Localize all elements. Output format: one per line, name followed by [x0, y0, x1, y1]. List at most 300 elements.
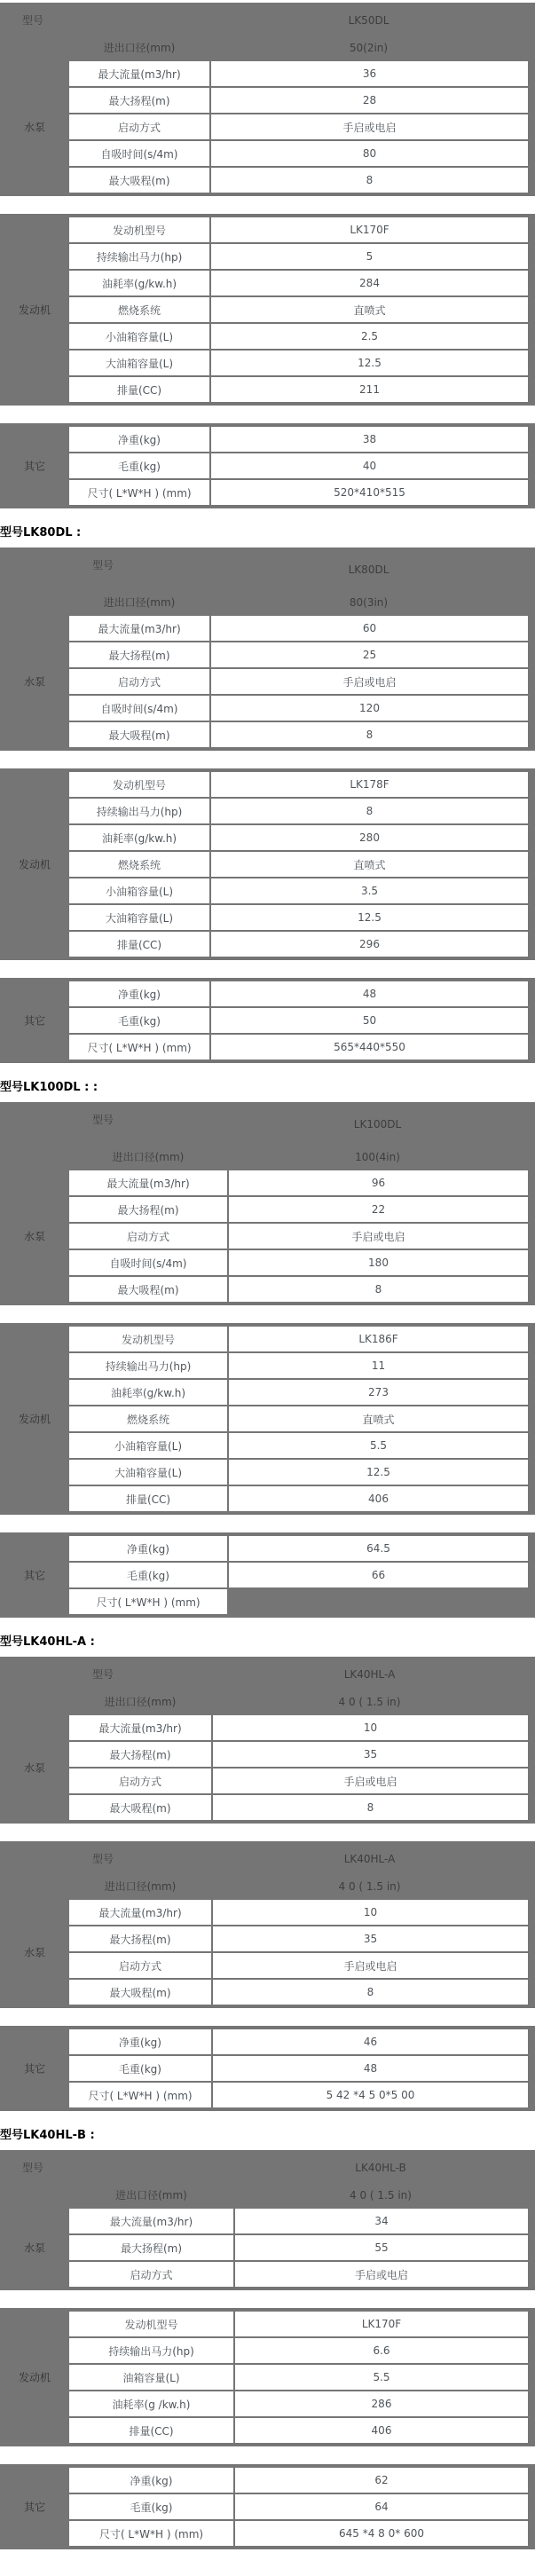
table-row: [0, 2209, 528, 2233]
table-body: [0, 2209, 528, 2287]
spec-value: 5.5: [229, 1433, 528, 1458]
table-row-port: [0, 1688, 528, 1715]
spec-value: 48: [213, 2056, 528, 2081]
table-row: [0, 141, 528, 166]
spec-value: 180: [229, 1250, 528, 1275]
table-row: [0, 2083, 528, 2107]
spec-value: LK186F: [229, 1327, 528, 1351]
spec-value: LK170F: [235, 2312, 528, 2336]
table-row: [0, 799, 528, 823]
table-row-port: [0, 1143, 528, 1170]
table-row-port: [0, 2181, 528, 2209]
spec-value: 35: [213, 1926, 528, 1951]
spec-label: 最大流量(m3/hr): [69, 616, 209, 641]
spec-label: 毛重(kg): [69, 453, 209, 478]
table-row-model: [0, 551, 528, 588]
spec-value: 46: [213, 2029, 528, 2054]
spec-value: 4 0 ( 1.5 in): [350, 2188, 412, 2202]
table-row: [0, 878, 528, 903]
spec-label: 进出口径(mm): [115, 2189, 187, 2202]
table-row: [0, 427, 528, 452]
spec-value: 66: [229, 1563, 528, 1587]
spec-label: 型号: [92, 1668, 114, 1681]
group-column-spacer: [0, 1795, 69, 1820]
spec-label: 最大吸程(m): [69, 168, 209, 193]
spec-label: 排量(CC): [69, 377, 209, 402]
table-body: [0, 61, 528, 193]
table-row: [0, 616, 528, 641]
spec-value: 50: [211, 1008, 528, 1033]
table-group-label: 其它: [23, 2501, 45, 2514]
model-heading: 型号LK80DL :: [0, 526, 82, 540]
group-column-spacer: [0, 1715, 69, 1740]
table-row: [0, 852, 528, 877]
spec-value: 8: [211, 799, 528, 823]
spec-label: 启动方式: [69, 1769, 211, 1793]
group-column-spacer: [0, 2468, 69, 2493]
table-row: [0, 1433, 528, 1458]
spec-table-other: [0, 423, 535, 508]
spec-label: 最大流量(m3/hr): [69, 1900, 211, 1925]
spec-label: 自吸时间(s/4m): [69, 141, 209, 166]
spec-value: 10: [213, 1715, 528, 1740]
table-row: [0, 1277, 528, 1302]
spec-label: 小油箱容量(L): [69, 1433, 227, 1458]
spec-value: 5: [211, 244, 528, 269]
table-row: [0, 2365, 528, 2390]
spec-value: 64.5: [229, 1536, 528, 1561]
spec-value: 5.5: [235, 2365, 528, 2390]
spec-label: 大油箱容量(L): [69, 351, 209, 375]
group-column-spacer: [0, 2418, 69, 2443]
group-column-spacer: [0, 168, 69, 193]
spec-label: 持续输出马力(hp): [69, 244, 209, 269]
table-body: [0, 2468, 528, 2546]
model-section-lk80dl: [0, 526, 535, 1063]
spec-table-other: [0, 2464, 535, 2549]
group-column-spacer: [0, 696, 69, 721]
spec-label: 型号: [22, 14, 44, 27]
spec-value: 50(2in): [349, 41, 389, 54]
group-column-spacer: [0, 1277, 69, 1302]
table-row: [0, 1460, 528, 1485]
spec-value: 5 42 *4 5 0*5 00: [213, 2083, 528, 2107]
group-column-spacer: [0, 1980, 69, 2005]
table-group-label: 其它: [23, 1569, 45, 1582]
spec-value: LK80DL: [348, 563, 389, 576]
spec-label: 排量(CC): [69, 2418, 233, 2443]
spec-label: 持续输出马力(hp): [69, 799, 209, 823]
group-column-spacer: [0, 427, 69, 452]
table-body: [0, 1536, 528, 1614]
table-row: [0, 1486, 528, 1511]
table-group-label: 水泵: [23, 1946, 45, 1959]
spec-value: 6.6: [235, 2338, 528, 2363]
spec-label: 净重(kg): [69, 2468, 233, 2493]
spec-label: 毛重(kg): [69, 1563, 227, 1587]
spec-label: 排量(CC): [69, 932, 209, 957]
table-row: [0, 825, 528, 850]
table-row: [0, 324, 528, 349]
group-column-spacer: [0, 1486, 69, 1511]
spec-value: LK40HL-B: [355, 2161, 406, 2174]
table-row: [0, 114, 528, 139]
table-row: [0, 2494, 528, 2519]
spec-value: 406: [235, 2418, 528, 2443]
spec-label: 启动方式: [69, 1953, 211, 1978]
spec-label: 尺寸( L*W*H ) (mm): [69, 1035, 209, 1060]
spec-label: 净重(kg): [69, 427, 209, 452]
model-section-lk40hl-b: [0, 2129, 535, 2549]
spec-label: 最大扬程(m): [69, 1197, 227, 1222]
spec-label: 大油箱容量(L): [69, 1460, 227, 1485]
spec-label: 进出口径(mm): [104, 1696, 177, 1708]
table-row: [0, 480, 528, 505]
spec-label: 最大吸程(m): [69, 1277, 227, 1302]
spec-label: 启动方式: [69, 2262, 233, 2287]
group-column-spacer: [0, 88, 69, 113]
table-group-label: 发动机: [18, 2371, 51, 2384]
spec-label: 发动机型号: [69, 217, 209, 242]
spec-value: 8: [213, 1980, 528, 2005]
table-row: [0, 88, 528, 113]
spec-value: 直喷式: [211, 852, 528, 877]
model-section-lk100dl: [0, 1081, 535, 1618]
table-body: [0, 981, 528, 1060]
spec-value: LK50DL: [348, 13, 389, 27]
spec-table-other: [0, 1532, 535, 1618]
table-row: [0, 642, 528, 667]
spec-table-pump: [0, 1102, 535, 1305]
spec-value: 34: [235, 2209, 528, 2233]
spec-sheet: [0, 3, 535, 2549]
table-row: [0, 1197, 528, 1222]
group-column-spacer: [0, 1170, 69, 1195]
table-group-label: 水泵: [23, 2241, 45, 2255]
group-column-spacer: [0, 61, 69, 86]
table-group-label: 水泵: [23, 1230, 45, 1243]
spec-value: 60: [211, 616, 528, 641]
model-section-lk40hl-a: [0, 1635, 535, 2111]
spec-value: 手启或电启: [229, 1224, 528, 1249]
table-group-label: 其它: [23, 460, 45, 473]
table-row: [0, 1769, 528, 1793]
spec-value: 直喷式: [211, 297, 528, 322]
table-row: [0, 271, 528, 295]
spec-value: 12.5: [229, 1460, 528, 1485]
table-row-model: [0, 2154, 528, 2181]
table-row: [0, 1224, 528, 1249]
group-column-spacer: [0, 616, 69, 641]
spec-table-engine: [0, 2308, 535, 2446]
spec-table-pump: [0, 1657, 535, 1824]
spec-label: 最大扬程(m): [69, 1926, 211, 1951]
spec-label: 自吸时间(s/4m): [69, 1250, 227, 1275]
spec-value: 280: [211, 825, 528, 850]
table-group-label: 水泵: [23, 121, 45, 134]
spec-label: 最大扬程(m): [69, 88, 209, 113]
spec-table-pump-2: [0, 1841, 535, 2008]
spec-value: 25: [211, 642, 528, 667]
group-column-spacer: [0, 1035, 69, 1060]
spec-value: 120: [211, 696, 528, 721]
spec-table-other: [0, 978, 535, 1063]
group-column-spacer: [0, 480, 69, 505]
spec-table-pump: [0, 2150, 535, 2290]
spec-label: 最大流量(m3/hr): [69, 2209, 233, 2233]
spec-value: 10: [213, 1900, 528, 1925]
group-column-spacer: [0, 772, 69, 797]
spec-label: 毛重(kg): [69, 1008, 209, 1033]
table-row: [0, 1380, 528, 1405]
spec-value: 62: [235, 2468, 528, 2493]
table-row: [0, 453, 528, 478]
table-row-model: [0, 1660, 528, 1688]
spec-label: 毛重(kg): [69, 2494, 233, 2519]
model-heading: 型号LK40HL-B :: [0, 2129, 95, 2142]
table-row: [0, 61, 528, 86]
spec-value: 55: [235, 2235, 528, 2260]
spec-label: 型号: [92, 559, 114, 571]
table-row: [0, 669, 528, 694]
spec-label: 油耗率(g/kw.h): [69, 825, 209, 850]
spec-value: 2.5: [211, 324, 528, 349]
spec-table-engine: [0, 214, 535, 406]
spec-value: 手启或电启: [235, 2262, 528, 2287]
spec-value: 35: [213, 1742, 528, 1767]
table-row: [0, 2262, 528, 2287]
table-row: [0, 772, 528, 797]
spec-value: LK170F: [211, 217, 528, 242]
table-row: [0, 1742, 528, 1767]
group-column-spacer: [0, 1433, 69, 1458]
table-row: [0, 2338, 528, 2363]
table-body: [0, 427, 528, 505]
table-row: [0, 1327, 528, 1351]
spec-label: 最大吸程(m): [69, 1980, 211, 2005]
group-column-spacer: [0, 799, 69, 823]
table-row: [0, 1953, 528, 1978]
spec-label: 毛重(kg): [69, 2056, 211, 2081]
spec-value: 284: [211, 271, 528, 295]
table-group-label: 其它: [23, 2062, 45, 2076]
spec-label: 最大流量(m3/hr): [69, 1170, 227, 1195]
table-row: [0, 1406, 528, 1431]
table-row: [0, 1980, 528, 2005]
table-row: [0, 2418, 528, 2443]
table-row: [0, 1035, 528, 1060]
table-body: [0, 616, 528, 747]
spec-value: 80: [211, 141, 528, 166]
table-row: [0, 1926, 528, 1951]
group-column-spacer: [0, 1900, 69, 1925]
spec-value: 8: [213, 1795, 528, 1820]
group-column-spacer: [0, 1250, 69, 1275]
spec-label: 小油箱容量(L): [69, 878, 209, 903]
spec-label: 燃烧系统: [69, 297, 209, 322]
group-column-spacer: [0, 642, 69, 667]
spec-value: 手启或电启: [211, 114, 528, 139]
table-row: [0, 1900, 528, 1925]
table-body: [0, 1327, 528, 1511]
spec-value: 12.5: [211, 905, 528, 930]
table-row: [0, 2235, 528, 2260]
spec-value: 12.5: [211, 351, 528, 375]
spec-label: 最大流量(m3/hr): [69, 1715, 211, 1740]
spec-label: 最大吸程(m): [69, 1795, 211, 1820]
group-column-spacer: [0, 1536, 69, 1561]
spec-value: 406: [229, 1486, 528, 1511]
table-body: [0, 1170, 528, 1302]
table-row: [0, 1008, 528, 1033]
spec-label: 最大扬程(m): [69, 1742, 211, 1767]
group-column-spacer: [0, 1353, 69, 1378]
spec-label: 进出口径(mm): [104, 1880, 177, 1893]
spec-label: 尺寸( L*W*H ) (mm): [69, 1589, 227, 1614]
group-column-spacer: [0, 1589, 69, 1614]
spec-label: 油箱容量(L): [69, 2365, 233, 2390]
table-body: [0, 1900, 528, 2005]
spec-label: 大油箱容量(L): [69, 905, 209, 930]
table-row: [0, 1536, 528, 1561]
table-body: [0, 1715, 528, 1820]
table-row: [0, 2391, 528, 2416]
table-row: [0, 351, 528, 375]
group-column-spacer: [0, 878, 69, 903]
table-group-label: 其它: [23, 1014, 45, 1028]
table-row-model: [0, 6, 528, 34]
group-column-spacer: [0, 1327, 69, 1351]
spec-value: 100(4in): [355, 1150, 400, 1163]
spec-value: 3.5: [211, 878, 528, 903]
group-column-spacer: [0, 1197, 69, 1222]
table-group-label: 发动机: [18, 858, 51, 871]
table-row-model: [0, 1106, 528, 1143]
spec-label: 尺寸( L*W*H ) (mm): [69, 2083, 211, 2107]
table-row: [0, 696, 528, 721]
spec-label: 净重(kg): [69, 981, 209, 1006]
table-row-port: [0, 34, 528, 61]
spec-value: 645 *4 8 0* 600: [235, 2521, 528, 2546]
spec-value: LK40HL-A: [343, 1852, 396, 1865]
spec-label: 净重(kg): [69, 1536, 227, 1561]
table-row: [0, 2521, 528, 2546]
spec-value: 28: [211, 88, 528, 113]
spec-table-pump: [0, 3, 535, 196]
spec-value: 40: [211, 453, 528, 478]
table-group-label: 水泵: [23, 1761, 45, 1775]
spec-label: 燃烧系统: [69, 852, 209, 877]
spec-label: 油耗率(g/kw.h): [69, 271, 209, 295]
spec-label: 持续输出马力(hp): [69, 1353, 227, 1378]
group-column-spacer: [0, 2391, 69, 2416]
table-row: [0, 1715, 528, 1740]
spec-value: 11: [229, 1353, 528, 1378]
group-column-spacer: [0, 825, 69, 850]
spec-label: 最大扬程(m): [69, 642, 209, 667]
spec-table-engine: [0, 1323, 535, 1515]
group-column-spacer: [0, 1380, 69, 1405]
spec-label: 净重(kg): [69, 2029, 211, 2054]
group-column-spacer: [0, 2312, 69, 2336]
table-row: [0, 722, 528, 747]
table-row: [0, 217, 528, 242]
spec-value: 64: [235, 2494, 528, 2519]
group-column-spacer: [0, 981, 69, 1006]
table-group-label: 发动机: [18, 303, 51, 317]
spec-label: 小油箱容量(L): [69, 324, 209, 349]
spec-value: LK100DL: [353, 1118, 402, 1130]
group-column-spacer: [0, 244, 69, 269]
spec-label: 进出口径(mm): [112, 1151, 185, 1163]
spec-label: 最大流量(m3/hr): [69, 61, 209, 86]
spec-label: 尺寸( L*W*H ) (mm): [69, 480, 209, 505]
spec-value: 80(3in): [349, 595, 389, 609]
spec-table-other: [0, 2026, 535, 2111]
spec-label: 进出口径(mm): [103, 42, 176, 54]
group-column-spacer: [0, 324, 69, 349]
table-row-port: [0, 588, 528, 616]
spec-label: 油耗率(g /kw.h): [69, 2391, 233, 2416]
spec-value: 211: [211, 377, 528, 402]
spec-label: 发动机型号: [69, 1327, 227, 1351]
group-column-spacer: [0, 2029, 69, 2054]
spec-label: 最大扬程(m): [69, 2235, 233, 2260]
table-body: [0, 2312, 528, 2443]
group-column-spacer: [0, 377, 69, 402]
table-row: [0, 2468, 528, 2493]
model-heading: 型号LK40HL-A :: [0, 1635, 95, 1649]
table-group-label: 发动机: [18, 1413, 51, 1426]
spec-value: 手启或电启: [213, 1769, 528, 1793]
spec-value: LK178F: [211, 772, 528, 797]
spec-value: 565*440*550: [211, 1035, 528, 1060]
group-column-spacer: [0, 217, 69, 242]
spec-value: 520*410*515: [211, 480, 528, 505]
model-section-lk50dl: [0, 3, 535, 508]
spec-table-pump: [0, 547, 535, 751]
spec-label: 启动方式: [69, 114, 209, 139]
spec-value: 直喷式: [229, 1406, 528, 1431]
table-row: [0, 1795, 528, 1820]
group-column-spacer: [0, 932, 69, 957]
spec-label: 最大吸程(m): [69, 722, 209, 747]
group-column-spacer: [0, 2521, 69, 2546]
spec-value: 22: [229, 1197, 528, 1222]
table-row-model: [0, 1845, 528, 1872]
spec-label: 自吸时间(s/4m): [69, 696, 209, 721]
table-row: [0, 1353, 528, 1378]
spec-label: 持续输出马力(hp): [69, 2338, 233, 2363]
table-row-port: [0, 1872, 528, 1900]
spec-table-engine: [0, 768, 535, 960]
spec-label: 发动机型号: [69, 772, 209, 797]
spec-value: 4 0 ( 1.5 in): [338, 1695, 401, 1708]
table-row: [0, 168, 528, 193]
model-heading: 型号LK100DL : :: [0, 1081, 98, 1094]
table-row: [0, 932, 528, 957]
spec-label: 启动方式: [69, 1224, 227, 1249]
spec-label: 油耗率(g/kw.h): [69, 1380, 227, 1405]
spec-value: LK40HL-A: [343, 1667, 396, 1681]
table-row: [0, 1250, 528, 1275]
spec-label: 型号: [92, 1853, 114, 1865]
table-row: [0, 905, 528, 930]
spec-value: 手启或电启: [211, 669, 528, 694]
spec-value: 296: [211, 932, 528, 957]
spec-value: 96: [229, 1170, 528, 1195]
spec-value: 38: [211, 427, 528, 452]
